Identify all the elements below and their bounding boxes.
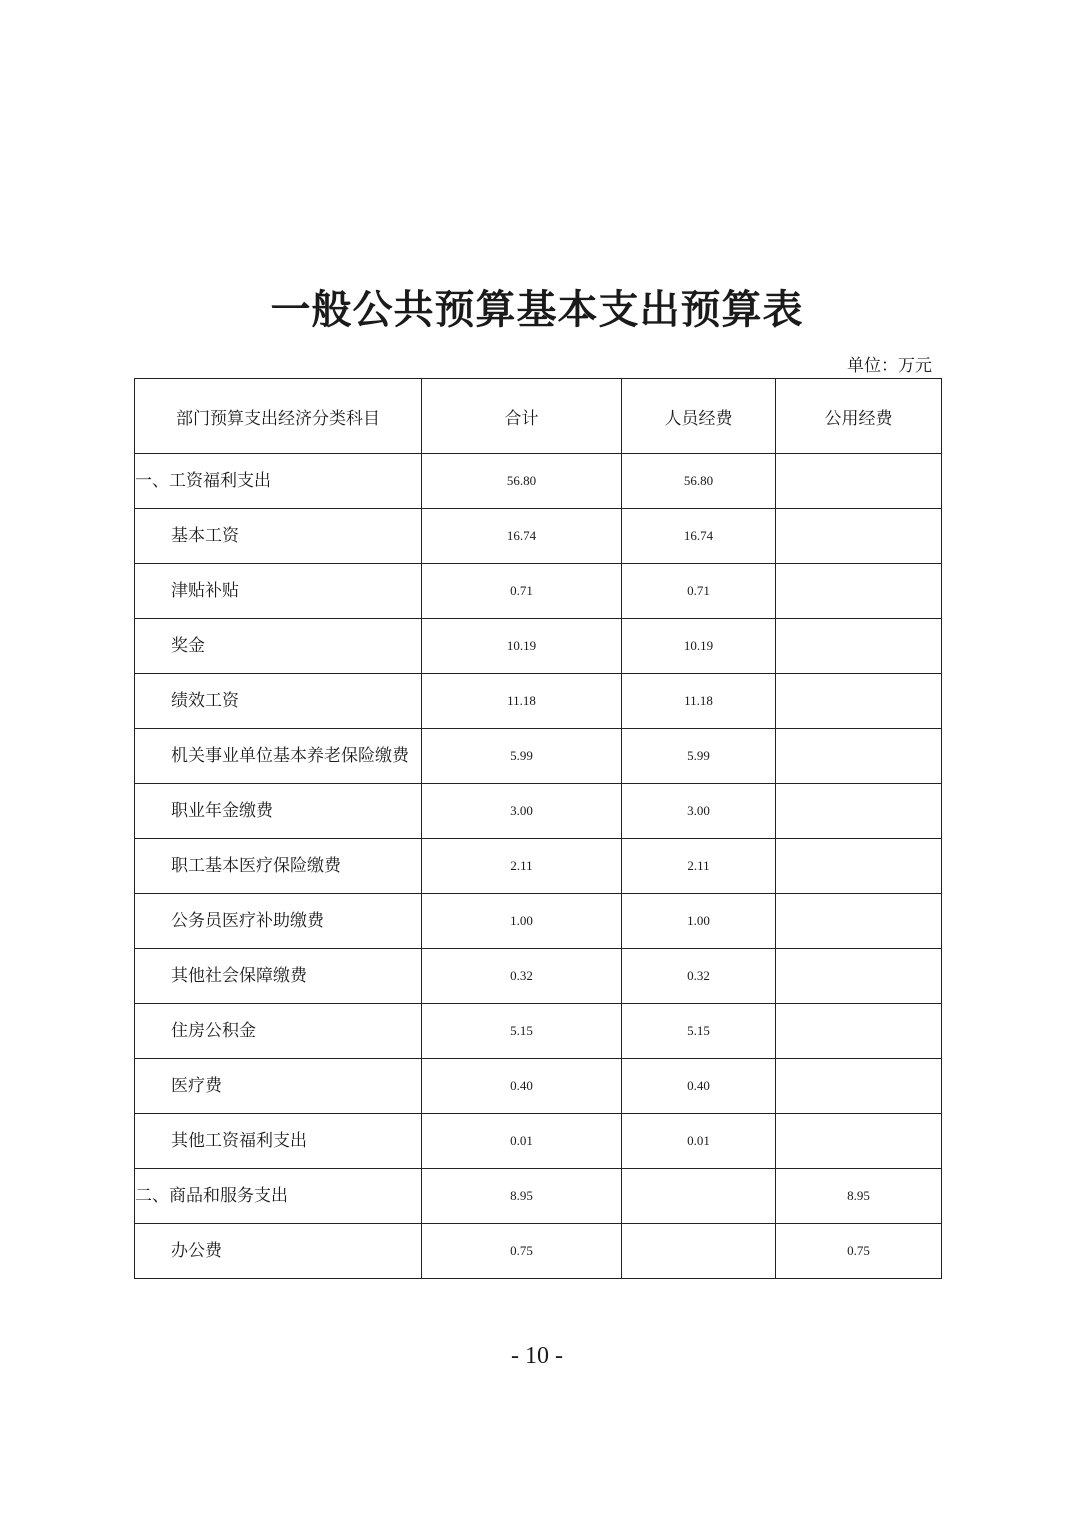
table-row — [135, 454, 942, 509]
row-public — [776, 1059, 942, 1114]
row-public — [776, 949, 942, 1004]
row-personnel: 0.40 — [622, 1059, 776, 1114]
row-public — [776, 454, 942, 509]
row-personnel: 10.19 — [622, 619, 776, 674]
row-total: 5.15 — [422, 1004, 622, 1059]
row-personnel: 0.32 — [622, 949, 776, 1004]
row-public — [776, 1114, 942, 1169]
table-row — [135, 784, 942, 839]
row-total: 5.99 — [422, 729, 622, 784]
row-public — [776, 894, 942, 949]
table-row — [135, 729, 942, 784]
row-public — [776, 784, 942, 839]
row-name: 津贴补贴 — [135, 564, 422, 619]
row-public — [776, 509, 942, 564]
row-total: 56.80 — [422, 454, 622, 509]
row-total: 3.00 — [422, 784, 622, 839]
row-public: 8.95 — [776, 1169, 942, 1224]
row-personnel: 0.71 — [622, 564, 776, 619]
row-personnel: 11.18 — [622, 674, 776, 729]
row-personnel — [622, 1224, 776, 1279]
header-public: 公用经费 — [776, 379, 942, 454]
row-total: 0.75 — [422, 1224, 622, 1279]
row-public — [776, 564, 942, 619]
table-row — [135, 619, 942, 674]
row-personnel: 3.00 — [622, 784, 776, 839]
row-name: 其他工资福利支出 — [135, 1114, 422, 1169]
table-row — [135, 509, 942, 564]
row-total: 0.32 — [422, 949, 622, 1004]
row-public — [776, 619, 942, 674]
row-name: 机关事业单位基本养老保险缴费 — [135, 729, 422, 784]
table-row — [135, 839, 942, 894]
row-name: 公务员医疗补助缴费 — [135, 894, 422, 949]
table-row — [135, 894, 942, 949]
row-name: 基本工资 — [135, 509, 422, 564]
row-name: 职工基本医疗保险缴费 — [135, 839, 422, 894]
table-header-row — [135, 379, 942, 454]
row-personnel: 1.00 — [622, 894, 776, 949]
row-name: 二、商品和服务支出 — [135, 1169, 422, 1224]
row-total: 0.71 — [422, 564, 622, 619]
header-category: 部门预算支出经济分类科目 — [135, 379, 422, 454]
page-number: - 10 - — [511, 1343, 563, 1369]
row-name: 医疗费 — [135, 1059, 422, 1114]
row-total: 0.01 — [422, 1114, 622, 1169]
row-name: 一、工资福利支出 — [135, 454, 422, 509]
row-total: 11.18 — [422, 674, 622, 729]
budget-table — [134, 378, 942, 1279]
row-total: 0.40 — [422, 1059, 622, 1114]
row-public — [776, 1004, 942, 1059]
header-personnel: 人员经费 — [622, 379, 776, 454]
table-row — [135, 1114, 942, 1169]
row-name: 绩效工资 — [135, 674, 422, 729]
row-name: 职业年金缴费 — [135, 784, 422, 839]
table-row — [135, 1004, 942, 1059]
table-row — [135, 1169, 942, 1224]
row-name: 其他社会保障缴费 — [135, 949, 422, 1004]
row-total: 10.19 — [422, 619, 622, 674]
row-personnel: 56.80 — [622, 454, 776, 509]
row-total: 16.74 — [422, 509, 622, 564]
page-title: 一般公共预算基本支出预算表 — [270, 286, 804, 333]
table-row — [135, 949, 942, 1004]
row-personnel: 5.99 — [622, 729, 776, 784]
row-total: 2.11 — [422, 839, 622, 894]
row-personnel: 16.74 — [622, 509, 776, 564]
row-personnel: 2.11 — [622, 839, 776, 894]
row-public — [776, 729, 942, 784]
row-personnel: 5.15 — [622, 1004, 776, 1059]
table-row — [135, 674, 942, 729]
row-name: 住房公积金 — [135, 1004, 422, 1059]
table-row — [135, 564, 942, 619]
row-public: 0.75 — [776, 1224, 942, 1279]
table-row — [135, 1224, 942, 1279]
unit-label: 单位：万元 — [847, 356, 932, 376]
row-name: 奖金 — [135, 619, 422, 674]
row-public — [776, 839, 942, 894]
table-row — [135, 1059, 942, 1114]
row-personnel — [622, 1169, 776, 1224]
row-total: 1.00 — [422, 894, 622, 949]
header-total: 合计 — [422, 379, 622, 454]
row-name: 办公费 — [135, 1224, 422, 1279]
row-total: 8.95 — [422, 1169, 622, 1224]
row-personnel: 0.01 — [622, 1114, 776, 1169]
row-public — [776, 674, 942, 729]
